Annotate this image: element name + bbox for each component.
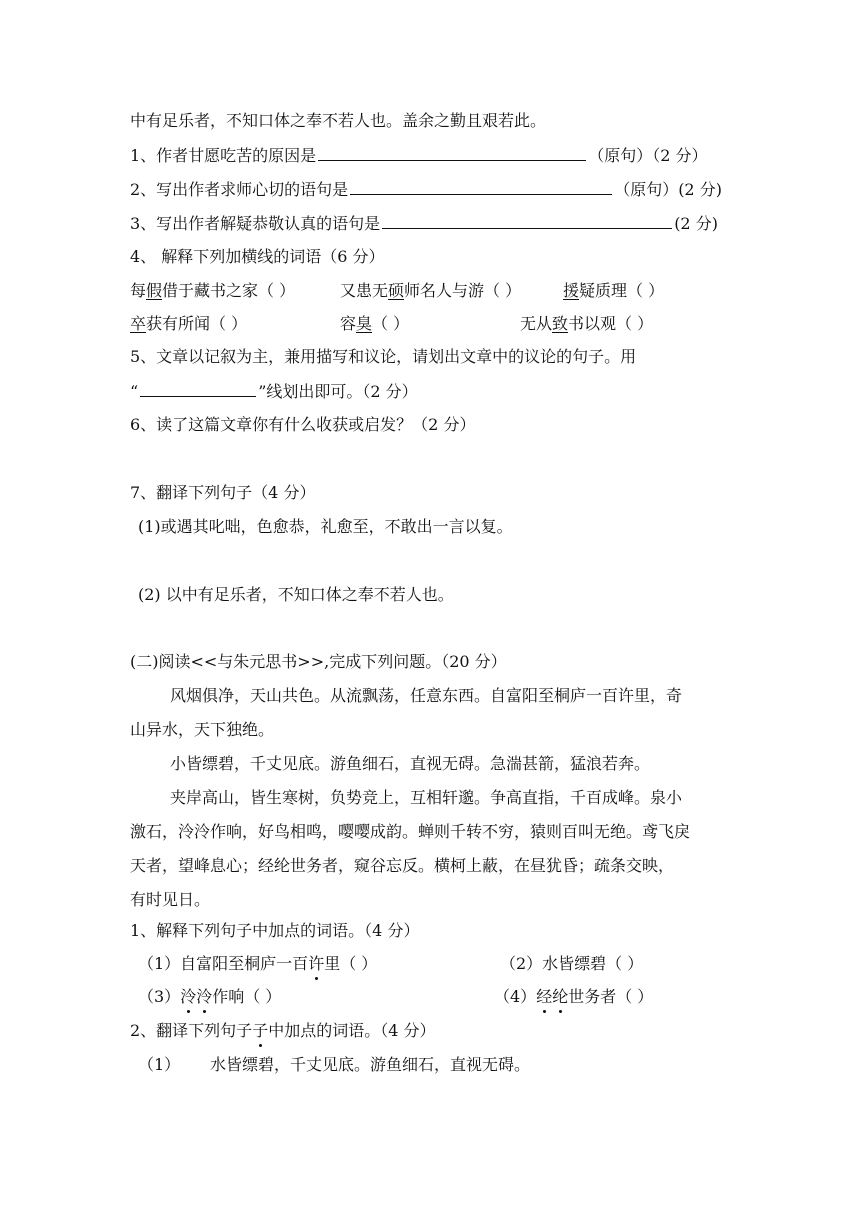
- passage-p3-line2: 激石，泠泠作响，好鸟相鸣，嘤嘤成韵。蝉则千转不穷，猿则百叫无绝。鸢飞戾: [130, 822, 691, 841]
- passage-p1-line1: 风烟俱净，天山共色。从流飘荡，任意东西。自富阳至桐庐一百许里，奇: [170, 686, 683, 705]
- s2-q2-item-1-number: （1）: [138, 1055, 181, 1074]
- passage-p3-line1: 夹岸高山，皆生寒树，负势竞上，互相轩邈。争高直指，千百成峰。泉小: [170, 788, 683, 807]
- word-item-1: 每假借于藏书之家（ ）: [130, 281, 296, 300]
- question-2: 2、写出作者求师心切的语句是 （原句）(2 分): [130, 180, 722, 199]
- word-item-6: 无从致书以观（ ）: [520, 314, 654, 333]
- question-5-cont: “ ”线划出即可。（2 分）: [130, 382, 418, 401]
- answer-blank-2[interactable]: [350, 178, 612, 195]
- passage-p3-line4: 有时见日。: [130, 890, 211, 909]
- section-2-heading: (二)阅读<<与朱元思书>>,完成下列问题。（20 分）: [130, 652, 507, 671]
- word-item-5: 容臭（ ）: [340, 314, 410, 333]
- passage-p1-line2: 山异水，天下独绝。: [130, 720, 275, 739]
- question-5: 5、文章以记叙为主，兼用描写和议论，请划出文章中的议论的句子。用: [130, 347, 637, 366]
- answer-blank-1[interactable]: [318, 144, 586, 161]
- question-7-item-2: (2) 以中有足乐者，不知口体之奉不若人也。: [138, 585, 454, 604]
- question-6: 6、读了这篇文章你有什么收获或启发？（2 分）: [130, 415, 476, 434]
- passage-line-end: 中有足乐者，不知口体之奉不若人也。盖余之勤且艰若此。: [130, 111, 547, 130]
- s2-q1-item-4: （4）经纶世务者（ ）: [494, 987, 654, 1006]
- line-sample: [140, 380, 256, 397]
- s2-q2-item-1-text: 水皆缥碧，千丈见底。游鱼细石，直视无碍。: [210, 1055, 531, 1074]
- s2-question-1: 1、解释下列句子中加点的词语。（4 分）: [130, 921, 420, 940]
- word-item-3: 援疑质理（ ）: [563, 281, 665, 300]
- s2-question-2: 2、翻译下列句子子中加点的词语。（4 分）: [130, 1021, 436, 1040]
- passage-p2: 小皆缥碧，千丈见底。游鱼细石，直视无碍。急湍甚箭，猛浪若奔。: [170, 754, 651, 773]
- s2-q1-item-2: （2）水皆缥碧（ ）: [500, 954, 644, 973]
- question-7: 7、翻译下列句子（4 分）: [130, 483, 316, 502]
- question-3: 3、写出作者解疑恭敬认真的语句是 (2 分): [130, 214, 718, 233]
- s2-q1-item-3: （3）泠泠作响（ ）: [138, 987, 282, 1006]
- question-7-item-1: (1)或遇其叱咄，色愈恭，礼愈至，不敢出一言以复。: [138, 517, 513, 536]
- word-item-4: 卒获有所闻（ ）: [130, 314, 248, 333]
- answer-blank-3[interactable]: [382, 212, 672, 229]
- question-1: 1、作者甘愿吃苦的原因是 （原句）（2 分）: [130, 146, 708, 165]
- word-item-2: 又患无硕师名人与游（ ）: [340, 281, 522, 300]
- s2-q1-item-1: （1）自富阳至桐庐一百许里（ ）: [138, 954, 378, 973]
- passage-p3-line3: 天者，望峰息心；经纶世务者，窥谷忘反。横柯上蔽，在昼犹昏；疏条交映，: [130, 856, 675, 875]
- question-4: 4、 解释下列加横线的词语（6 分）: [130, 247, 385, 266]
